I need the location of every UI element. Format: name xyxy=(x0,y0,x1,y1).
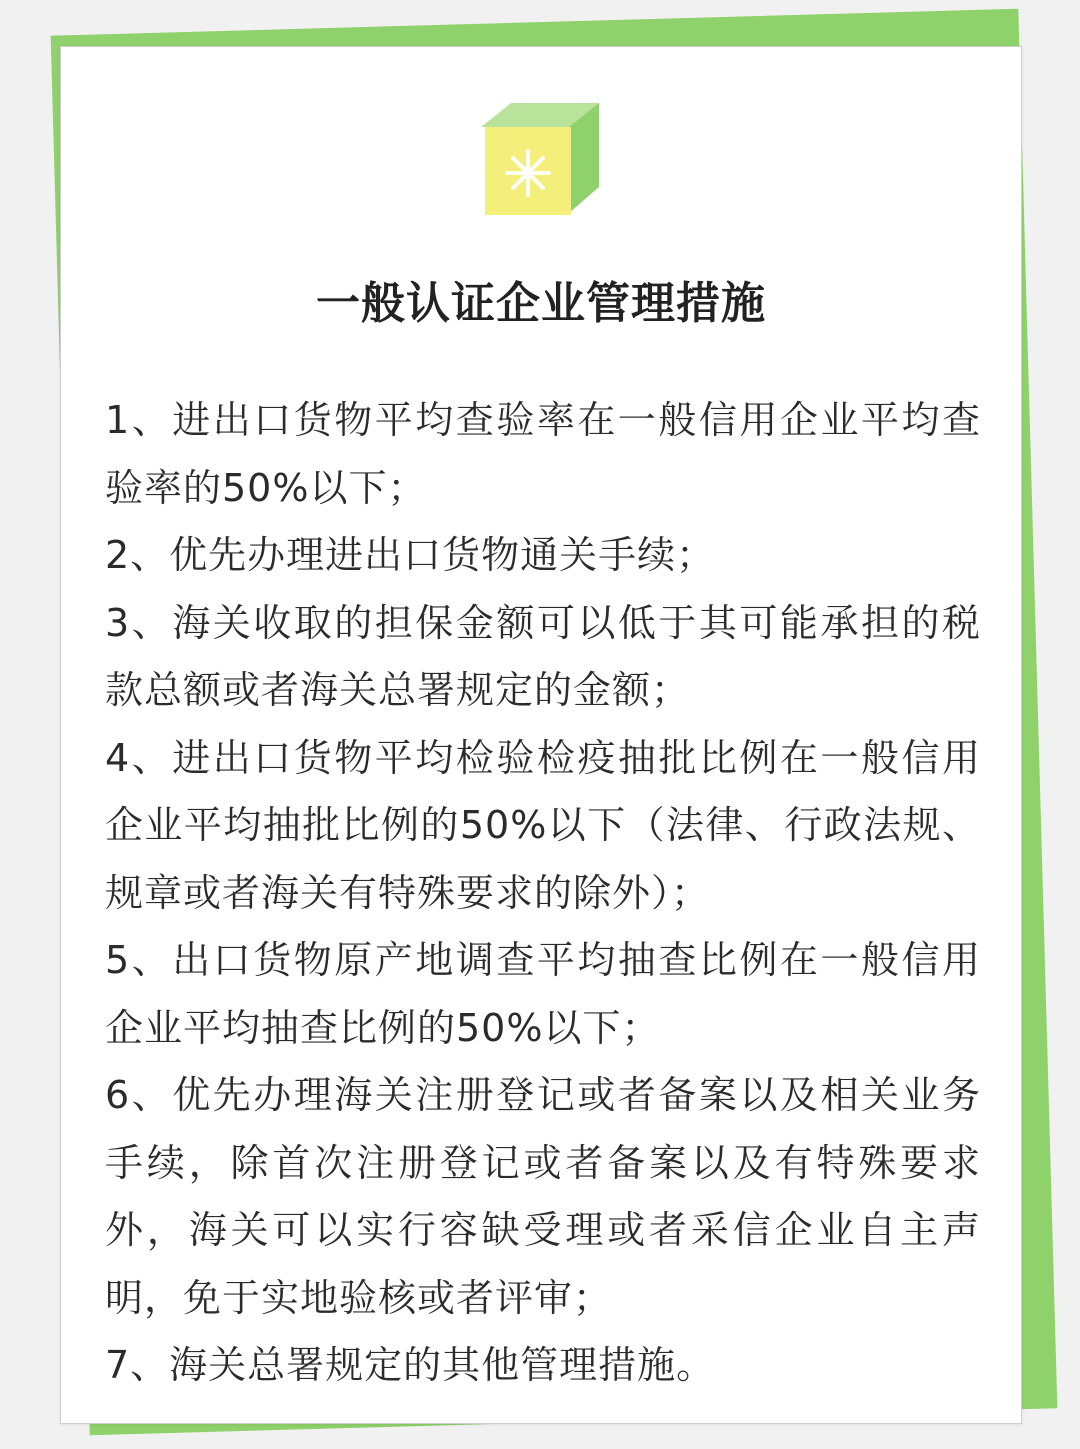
list-item: 4、进出口货物平均检验检疫抽批比例在一般信用企业平均抽批比例的50%以下（法律、行政法规、规章或者海关有特殊要求的除外）； xyxy=(105,735,981,915)
list-item: 2、优先办理进出口货物通关手续； xyxy=(105,533,716,577)
list-item: 1、进出口货物平均查验率在一般信用企业平均查验率的50%以下； xyxy=(105,398,981,510)
list-item: 6、优先办理海关注册登记或者备案以及相关业务手续，除首次注册登记或者备案以及有特殊要求外，海关可以实行容缺受理或者采信企业自主声明，免于实地验核或者评审； xyxy=(105,1073,981,1320)
measures-list xyxy=(105,387,981,1400)
asterisk-cube-icon xyxy=(481,103,599,221)
list-item: 7、海关总署规定的其他管理措施。 xyxy=(105,1343,716,1387)
list-item: 5、出口货物原产地调查平均抽查比例在一般信用企业平均抽查比例的50%以下； xyxy=(105,938,981,1050)
document-card xyxy=(60,46,1022,1424)
list-item: 3、海关收取的担保金额可以低于其可能承担的税款总额或者海关总署规定的金额； xyxy=(105,600,981,712)
page-title: 一般认证企业管理措施 xyxy=(316,278,766,329)
